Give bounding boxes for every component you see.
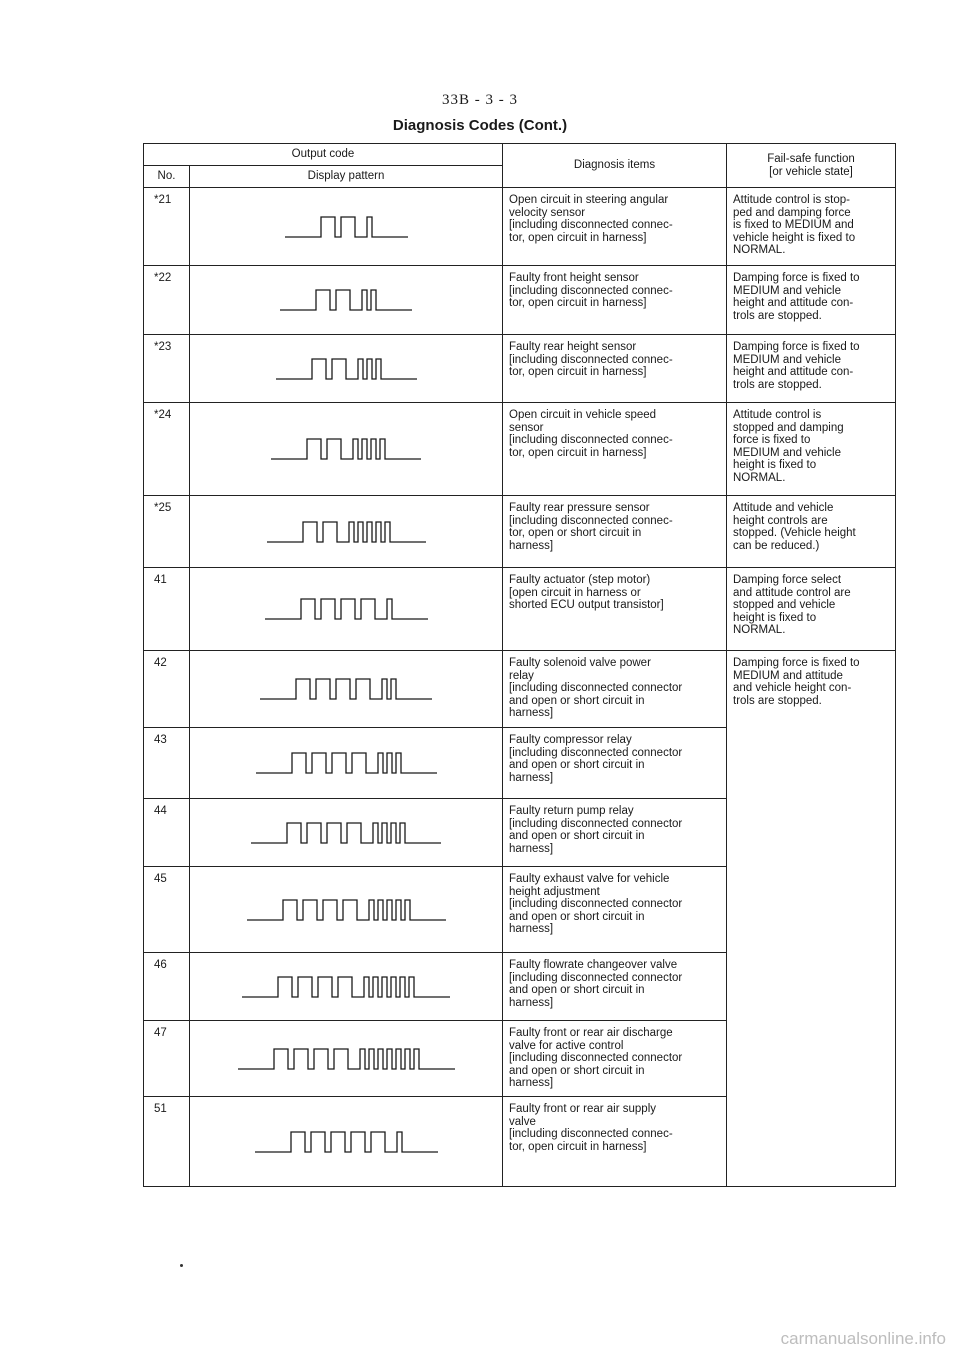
diagnosis-line: Faulty rear pressure sensor: [509, 502, 650, 514]
diagnosis-line: Faulty actuator (step motor): [509, 574, 651, 586]
pulse-pattern: [237, 1045, 456, 1073]
diagnosis-line: Faulty compressor relay: [509, 734, 632, 746]
pulse-pattern: [266, 518, 427, 546]
diagnosis-line: harness]: [509, 842, 554, 855]
diagnosis-line: Open circuit in steering angular: [509, 194, 669, 206]
fail-safe-line: stopped and damping: [733, 421, 844, 434]
diagnosis-line: tor, open or short circuit in: [509, 527, 642, 540]
diagnosis-item: [503, 953, 727, 1021]
diagnosis-line: [including disconnected connector: [509, 746, 683, 759]
pulse-waveform: [255, 1132, 438, 1152]
fail-safe-line: trols are stopped.: [733, 378, 822, 391]
diagnosis-line: Faulty solenoid valve power: [509, 657, 651, 669]
diagnosis-line: harness]: [509, 771, 554, 784]
code-number: *24: [144, 403, 190, 496]
no-header: No.: [144, 166, 190, 188]
pulse-pattern: [246, 896, 447, 924]
fail-safe-function: [727, 335, 896, 403]
diagnosis-line: tor, open circuit in harness]: [509, 366, 647, 379]
fail-safe-line: MEDIUM and vehicle: [733, 353, 842, 366]
fail-safe-line: Damping force is fixed to: [733, 272, 860, 284]
fail-safe-line: NORMAL.: [733, 244, 786, 257]
fail-safe-line: trols are stopped.: [733, 694, 822, 707]
pulse-waveform: [260, 679, 432, 699]
diagnosis-codes-table: [143, 143, 896, 1187]
code-number: 45: [144, 867, 190, 953]
fail-safe-line: Attitude control is: [733, 409, 822, 421]
diagnosis-item: [503, 1021, 727, 1097]
diagnosis-line: [including disconnected connec-: [509, 1128, 673, 1141]
fail-safe-line: height and attitude con-: [733, 366, 854, 379]
diagnosis-line: harness]: [509, 923, 554, 936]
fail-safe-line: trols are stopped.: [733, 309, 822, 322]
diagnosis-item: [503, 266, 727, 335]
fail-safe-line: height and attitude con-: [733, 297, 854, 310]
diagnosis-line: [including disconnected connec-: [509, 434, 673, 447]
display-pattern: [190, 335, 503, 403]
diagnosis-item: [503, 403, 727, 496]
display-pattern: [190, 728, 503, 799]
fail-safe-header: [727, 144, 896, 188]
table-row: [144, 188, 896, 266]
fail-safe-function: [727, 568, 896, 651]
diagnosis-items-header: Diagnosis items: [503, 144, 727, 188]
diagnosis-line: and open or short circuit in: [509, 910, 645, 923]
fail-safe-line: Attitude control is stop-: [733, 194, 850, 206]
display-pattern: [190, 953, 503, 1021]
diagnosis-line: height adjustment: [509, 885, 600, 898]
page-number: 33B - 3 - 3: [442, 92, 518, 108]
diagnosis-line: velocity sensor: [509, 206, 586, 219]
pulse-waveform: [265, 599, 428, 619]
pulse-waveform: [285, 217, 408, 237]
diagnosis-line: sensor: [509, 421, 544, 434]
display-pattern: [190, 867, 503, 953]
diagnosis-line: Open circuit in vehicle speed: [509, 409, 657, 421]
pulse-waveform: [267, 522, 426, 542]
pulse-waveform: [276, 359, 417, 379]
fail-safe-line: Damping force is fixed to: [733, 341, 860, 353]
code-number: 47: [144, 1021, 190, 1097]
fail-safe-line: Attitude and vehicle: [733, 502, 834, 514]
table-row: [144, 266, 896, 335]
watermark: carmanualsonline.info: [780, 1329, 946, 1348]
diagnosis-line: [including disconnected connec-: [509, 514, 673, 527]
diagnosis-line: Faulty front height sensor: [509, 272, 639, 284]
diagnosis-line: tor, open circuit in harness]: [509, 231, 647, 244]
fail-safe-line: and attitude control are: [733, 586, 851, 599]
fail-safe-header-line: Fail-safe function: [767, 152, 855, 165]
fail-safe-function: [727, 496, 896, 568]
fail-safe-line: MEDIUM and vehicle: [733, 446, 842, 459]
code-number: *25: [144, 496, 190, 568]
pulse-waveform: [280, 290, 412, 310]
diagnosis-item: [503, 799, 727, 867]
fail-safe-line: is fixed to MEDIUM and: [733, 219, 854, 232]
diagnosis-line: [open circuit in harness or: [509, 586, 641, 599]
pulse-waveform: [238, 1049, 455, 1069]
display-pattern-header: Display pattern: [190, 166, 503, 188]
diagnosis-line: Faulty front or rear air discharge: [509, 1027, 673, 1039]
diagnosis-item: [503, 335, 727, 403]
pulse-pattern: [241, 973, 451, 1001]
pulse-pattern: [259, 675, 433, 703]
table-row: [144, 335, 896, 403]
diagnosis-line: [including disconnected connector: [509, 682, 683, 695]
diagnosis-line: valve for active control: [509, 1039, 624, 1052]
code-number: 41: [144, 568, 190, 651]
page-title: Diagnosis Codes (Cont.): [392, 117, 568, 134]
diagnosis-line: relay: [509, 669, 534, 682]
diagnosis-line: harness]: [509, 996, 554, 1009]
diagnosis-line: valve: [509, 1115, 536, 1128]
table-body: [144, 188, 896, 1187]
code-number: 46: [144, 953, 190, 1021]
table-row: [144, 403, 896, 496]
output-code-header: Output code: [144, 144, 503, 166]
fail-safe-function: [727, 651, 896, 1187]
diagnosis-line: [including disconnected connec-: [509, 219, 673, 232]
pulse-pattern: [284, 213, 409, 241]
diagnosis-line: Faulty flowrate changeover valve: [509, 959, 678, 971]
pulse-waveform: [271, 439, 421, 459]
diagnosis-line: shorted ECU output transistor]: [509, 599, 664, 612]
pulse-pattern: [255, 749, 438, 777]
code-number: *21: [144, 188, 190, 266]
fail-safe-line: height is fixed to: [733, 459, 817, 472]
diagnosis-line: harness]: [509, 707, 554, 720]
diagnosis-line: and open or short circuit in: [509, 694, 645, 707]
diagnosis-line: [including disconnected connec-: [509, 284, 673, 297]
fail-safe-line: and vehicle height con-: [733, 682, 852, 695]
pulse-pattern: [250, 819, 442, 847]
fail-safe-line: stopped and vehicle: [733, 599, 836, 612]
diagnosis-line: and open or short circuit in: [509, 830, 645, 843]
display-pattern: [190, 496, 503, 568]
diagnosis-item: [503, 188, 727, 266]
stray-dot: [180, 1264, 183, 1267]
table-row: [144, 651, 896, 728]
fail-safe-line: height controls are: [733, 514, 828, 527]
diagnosis-line: [including disconnected connector: [509, 817, 683, 830]
fail-safe-line: Damping force is fixed to: [733, 657, 860, 669]
pulse-pattern: [264, 595, 429, 623]
display-pattern: [190, 266, 503, 335]
fail-safe-line: force is fixed to: [733, 434, 811, 447]
table-row: [144, 496, 896, 568]
diagnosis-line: tor, open circuit in harness]: [509, 1140, 647, 1153]
code-number: 51: [144, 1097, 190, 1187]
pulse-pattern: [270, 435, 422, 463]
pulse-waveform: [251, 823, 441, 843]
fail-safe-function: [727, 188, 896, 266]
fail-safe-line: vehicle height is fixed to: [733, 231, 856, 244]
display-pattern: [190, 799, 503, 867]
display-pattern: [190, 188, 503, 266]
display-pattern: [190, 1021, 503, 1097]
fail-safe-header-line: [or vehicle state]: [769, 165, 853, 178]
display-pattern: [190, 568, 503, 651]
diagnosis-line: Faulty return pump relay: [509, 805, 634, 817]
diagnosis-line: [including disconnected connector: [509, 898, 683, 911]
pulse-pattern: [254, 1128, 439, 1156]
pulse-waveform: [242, 977, 450, 997]
diagnosis-line: Faulty front or rear air supply: [509, 1103, 657, 1115]
pulse-waveform: [247, 900, 446, 920]
code-number: 43: [144, 728, 190, 799]
fail-safe-function: [727, 403, 896, 496]
pulse-waveform: [256, 753, 437, 773]
diagnosis-line: and open or short circuit in: [509, 1064, 645, 1077]
diagnosis-line: and open or short circuit in: [509, 759, 645, 772]
diagnosis-item: [503, 1097, 727, 1187]
pulse-pattern: [275, 355, 418, 383]
fail-safe-line: stopped. (Vehicle height: [733, 527, 856, 540]
diagnosis-line: Faulty rear height sensor: [509, 341, 637, 353]
display-pattern: [190, 651, 503, 728]
display-pattern: [190, 403, 503, 496]
fail-safe-line: NORMAL.: [733, 624, 786, 637]
fail-safe-line: height is fixed to: [733, 611, 817, 624]
diagnosis-line: [including disconnected connector: [509, 971, 683, 984]
fail-safe-line: can be reduced.): [733, 539, 820, 552]
fail-safe-line: MEDIUM and vehicle: [733, 284, 842, 297]
code-number: 42: [144, 651, 190, 728]
fail-safe-line: NORMAL.: [733, 471, 786, 484]
code-number: *23: [144, 335, 190, 403]
fail-safe-function: [727, 266, 896, 335]
diagnosis-line: harness]: [509, 1077, 554, 1090]
fail-safe-line: Damping force select: [733, 574, 842, 586]
diagnosis-item: [503, 496, 727, 568]
pulse-pattern: [279, 286, 413, 314]
table-row: [144, 568, 896, 651]
fail-safe-line: ped and damping force: [733, 206, 851, 219]
diagnosis-item: [503, 867, 727, 953]
code-number: 44: [144, 799, 190, 867]
diagnosis-item: [503, 568, 727, 651]
diagnosis-item: [503, 651, 727, 728]
display-pattern: [190, 1097, 503, 1187]
code-number: *22: [144, 266, 190, 335]
diagnosis-line: tor, open circuit in harness]: [509, 297, 647, 310]
diagnosis-line: [including disconnected connec-: [509, 353, 673, 366]
diagnosis-line: tor, open circuit in harness]: [509, 446, 647, 459]
diagnosis-line: and open or short circuit in: [509, 984, 645, 997]
diagnosis-line: Faulty exhaust valve for vehicle: [509, 873, 670, 885]
diagnosis-item: [503, 728, 727, 799]
diagnosis-line: [including disconnected connector: [509, 1052, 683, 1065]
fail-safe-line: MEDIUM and attitude: [733, 669, 843, 682]
diagnosis-line: harness]: [509, 539, 554, 552]
